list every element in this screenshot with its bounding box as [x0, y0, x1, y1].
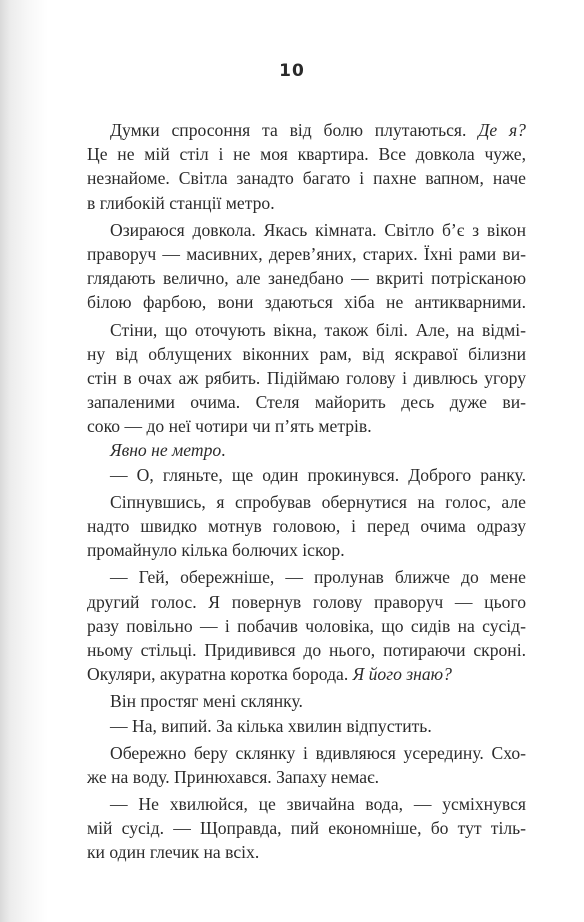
line-text: в глибокій станції метро. — [87, 192, 275, 213]
text-line — [87, 414, 526, 438]
italic-text: Явно не метро — [110, 440, 222, 461]
line-text: — О, гляньте, ще один прокинувся. Доброго ранку. — [110, 464, 526, 485]
text-line — [87, 614, 526, 638]
line-text: запаленими очима. Стеля майорить десь дуже ви- — [87, 392, 526, 413]
line-text: праворуч — масивних, дерев’яних, старих. Їхні рами ви- — [87, 243, 526, 264]
text-line — [87, 490, 526, 514]
text-line — [87, 816, 526, 840]
text-line — [87, 565, 526, 589]
line-text: Він простяг мені склянку. — [110, 691, 303, 712]
line-text: Думки спросоння та від болю плутаються. — [110, 120, 479, 140]
line-text: Озираюся довкола. Якась кімната. Світло б’є з вікон — [110, 219, 526, 240]
line-text: . — [221, 440, 226, 461]
text-line — [87, 166, 526, 190]
line-text: другий голос. Я повернув голову праворуч — цього — [87, 591, 526, 612]
text-line — [87, 318, 526, 342]
line-text: білою фарбою, вони здаються хіба не антикварними. — [87, 292, 526, 313]
text-line — [87, 142, 526, 166]
text-line — [87, 590, 526, 614]
line-text: ньому стільці. Придивився до нього, потираючи скроні. — [87, 639, 526, 660]
page-number: 10 — [279, 61, 305, 81]
text-line — [87, 638, 526, 662]
line-text: же на воду. Принюхався. Запаху немає. — [87, 766, 380, 787]
text-line — [87, 218, 526, 242]
text-line — [87, 463, 526, 487]
line-text: незнайоме. Світла занадто багато і пахне вапном, наче — [87, 168, 526, 189]
line-text: — Гей, обережніше, — пролунав ближче до мене — [110, 567, 526, 588]
text-line — [87, 792, 526, 816]
line-text: промайнуло кілька болючих іскор. — [87, 540, 345, 561]
text-line — [87, 840, 526, 864]
text-line — [87, 290, 526, 314]
text-line — [87, 366, 526, 390]
text-line — [87, 689, 526, 713]
line-text: Сіпнувшись, я спробував обернутися на голос, але — [110, 491, 526, 512]
text-line — [87, 741, 526, 765]
line-text: Окуляри, акуратна коротка борода. — [87, 664, 353, 685]
line-text: ну від облущених віконних рам, від яскравої білизни — [87, 343, 526, 364]
text-line — [87, 662, 526, 686]
text-line — [87, 438, 526, 462]
line-text: соко — до неї чотири чи п’ять метрів. — [87, 416, 372, 437]
italic-text: Де я? — [478, 120, 526, 140]
text-line — [87, 191, 526, 215]
line-text: мій сусід. — Щоправда, пий економніше, бо тут тіль- — [87, 818, 526, 839]
text-line — [87, 118, 526, 142]
text-line — [87, 765, 526, 789]
line-text: Це не мій стіл і не моя квартира. Все довкола чуже, — [87, 144, 526, 165]
line-text: — Не хвилюйся, це звичайна вода, — усміхнувся — [110, 794, 526, 815]
line-text: Обережно беру склянку і вдивляюся усередину. Схо- — [110, 742, 526, 763]
text-line — [87, 714, 526, 738]
line-text: — На, випий. За кілька хвилин відпустить. — [110, 715, 432, 736]
text-line — [87, 242, 526, 266]
line-text: Стіни, що оточують вікна, також білі. Але, на відмі- — [110, 319, 526, 340]
text-line — [87, 514, 526, 538]
body-text — [87, 118, 526, 865]
line-text: разу повільно — і побачив чоловіка, що сидів на сусід- — [87, 615, 526, 636]
text-line — [87, 538, 526, 562]
text-line — [87, 390, 526, 414]
text-line — [87, 266, 526, 290]
italic-text: Я його знаю? — [352, 664, 452, 685]
text-line — [87, 342, 526, 366]
line-text: ки один глечик на всіх. — [87, 842, 260, 863]
line-text: глядають велично, але занедбано — вкриті потрісканою — [87, 268, 526, 289]
line-text: стін в очах аж рябить. Підіймаю голову і дивлюсь угору — [87, 367, 526, 388]
line-text: надто швидко мотнув головою, і перед очима одразу — [87, 516, 526, 536]
